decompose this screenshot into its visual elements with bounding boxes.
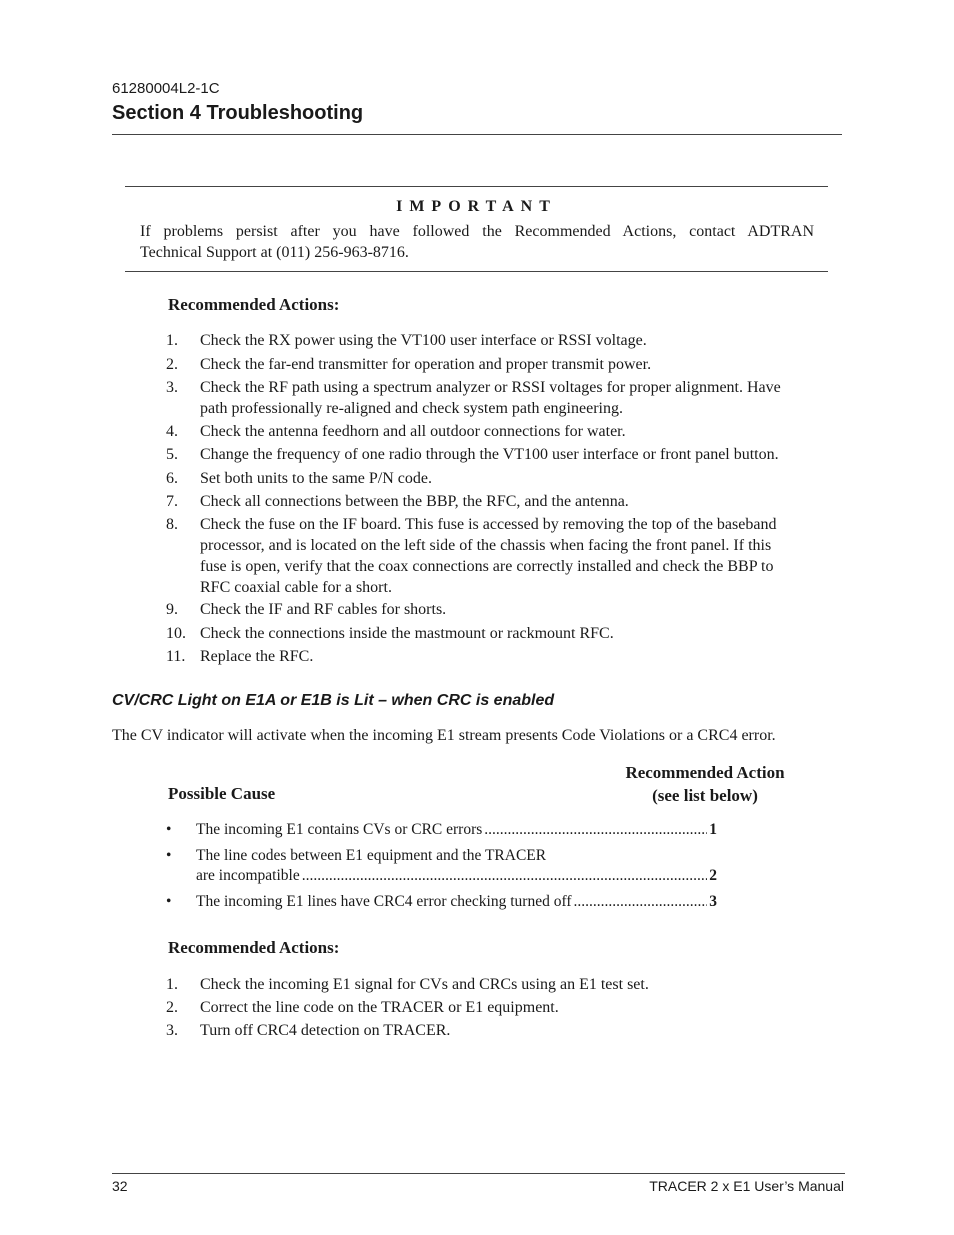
list-item-number: 3. <box>166 379 178 396</box>
important-bottom-divider <box>125 271 828 272</box>
list-item-text: Check the RX power using the VT100 user interface or RSSI voltage. <box>200 332 647 349</box>
possible-cause-item <box>166 892 717 913</box>
list-item-number: 2. <box>166 356 178 373</box>
list-item-text: Check the fuse on the IF board. This fuse is accessed by removing the top of the baseband <box>200 516 777 533</box>
dot-leader <box>302 866 708 886</box>
document-number: 61280004L2-1C <box>112 80 220 97</box>
recommended-action-reference: 3 <box>709 893 717 910</box>
recommended-action-column-header <box>600 761 810 807</box>
list-item-text: processor, and is located on the left side of the chassis when facing the front panel. If this <box>200 537 772 554</box>
bullet: • <box>166 847 172 864</box>
list-item-text: path professionally re-aligned and check system path engineering. <box>200 400 623 417</box>
list-item-text: Check the connections inside the mastmount or rackmount RFC. <box>200 625 614 642</box>
list-item-text: Check the IF and RF cables for shorts. <box>200 601 447 618</box>
header-divider <box>112 134 842 135</box>
list-item-number: 9. <box>166 601 178 618</box>
list-item-number: 11. <box>166 648 186 665</box>
footer-divider <box>112 1173 845 1174</box>
dot-leader <box>484 820 707 840</box>
list-item-number: 1. <box>166 332 178 349</box>
bullet: • <box>166 821 172 838</box>
manual-title: TRACER 2 x E1 User’s Manual <box>649 1178 844 1194</box>
list-item-text: Check the far-end transmitter for operation and proper transmit power. <box>200 356 652 373</box>
list-item-text: Check the RF path using a spectrum analyzer or RSSI voltages for proper alignment. Have <box>200 379 781 396</box>
important-text <box>140 221 814 263</box>
list-item-number: 6. <box>166 470 178 487</box>
list-item-text: Change the frequency of one radio through the VT100 user interface or front panel button. <box>200 446 779 463</box>
dot-leader <box>574 892 708 912</box>
subsection-heading: CV/CRC Light on E1A or E1B is Lit – when CRC is enabled <box>112 692 555 709</box>
list-item-text: Correct the line code on the TRACER or E1 equipment. <box>200 999 559 1016</box>
list-item-text: RFC coaxial cable for a short. <box>200 579 392 596</box>
important-top-divider <box>125 186 828 187</box>
list-item-number: 5. <box>166 446 178 463</box>
recommended-action-reference: 1 <box>709 821 717 838</box>
list-item-number: 2. <box>166 999 178 1016</box>
list-item-text: Turn off CRC4 detection on TRACER. <box>200 1022 451 1039</box>
list-item-text: Replace the RFC. <box>200 648 314 665</box>
recommended-action-sublabel: (see list below) <box>652 786 758 805</box>
recommended-action-reference: 2 <box>709 867 717 884</box>
list-item-text: Set both units to the same P/N code. <box>200 470 432 487</box>
section-title: Section 4 Troubleshooting <box>112 102 364 124</box>
possible-cause-column-header: Possible Cause <box>168 784 276 803</box>
possible-cause-item <box>166 820 717 841</box>
possible-cause-text: The incoming E1 contains CVs or CRC errors <box>196 821 483 838</box>
possible-cause-text: The incoming E1 lines have CRC4 error checking turned off <box>196 893 572 910</box>
list-item-number: 7. <box>166 493 178 510</box>
list-item-number: 10. <box>166 625 186 642</box>
list-item-number: 8. <box>166 516 178 533</box>
possible-cause-text: The line codes between E1 equipment and the TRACER <box>196 847 547 864</box>
list-item-text: Check the incoming E1 signal for CVs and CRCs using an E1 test set. <box>200 976 649 993</box>
possible-cause-text: are incompatible <box>196 867 300 884</box>
list-item-text: fuse is open, verify that the coax connections are correctly installed and check the BBP to <box>200 558 774 575</box>
list-item-text: Check the antenna feedhorn and all outdoor connections for water. <box>200 423 626 440</box>
recommended-actions-heading: Recommended Actions: <box>168 295 340 314</box>
important-text-line: Technical Support at (011) 256-963-8716. <box>140 244 409 261</box>
possible-cause-item <box>166 846 717 888</box>
recommended-action-label: Recommended Action <box>625 763 785 782</box>
list-item-number: 1. <box>166 976 178 993</box>
list-item-text: Check all connections between the BBP, the RFC, and the antenna. <box>200 493 629 510</box>
important-title: IMPORTANT <box>396 198 557 215</box>
list-item-number: 3. <box>166 1022 178 1039</box>
bullet: • <box>166 893 172 910</box>
list-item-number: 4. <box>166 423 178 440</box>
subsection-intro: The CV indicator will activate when the incoming E1 stream presents Code Violations or a CRC4 error. <box>112 727 776 744</box>
page-number: 32 <box>112 1178 128 1194</box>
recommended-actions-heading: Recommended Actions: <box>168 938 340 957</box>
important-text-line: If problems persist after you have followed the Recommended Actions, contact ADTRAN <box>140 223 814 240</box>
